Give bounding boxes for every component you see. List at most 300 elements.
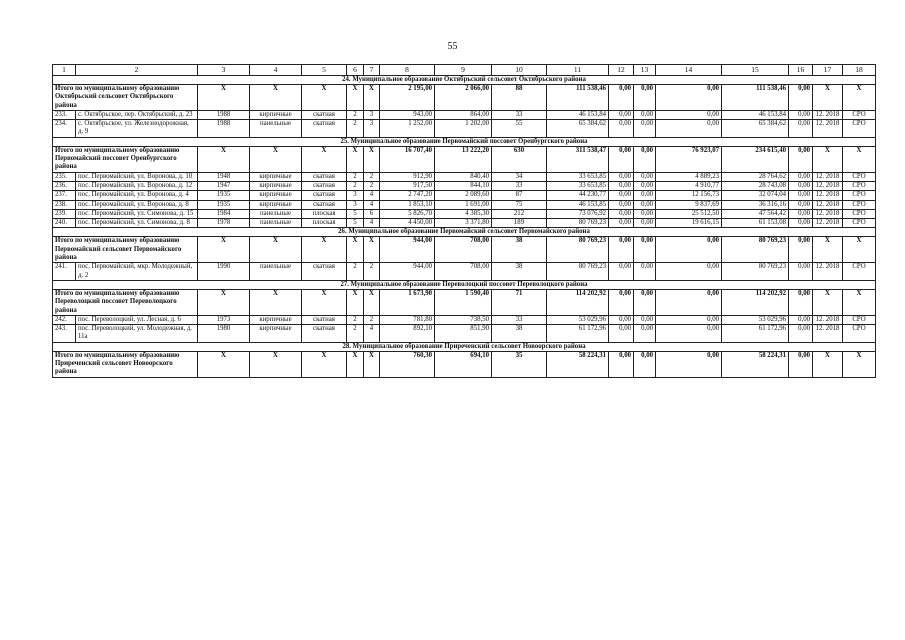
table-cell: кирпичные	[250, 191, 302, 200]
table-row	[53, 110, 876, 119]
column-number: 13	[634, 65, 656, 76]
table-cell: 3	[364, 120, 380, 138]
column-number: 7	[364, 65, 380, 76]
subtotal-cell: 0,00	[609, 289, 634, 315]
table-cell: 0,00	[634, 200, 656, 209]
table-cell: 242.	[53, 315, 76, 324]
table-cell: скатная	[302, 263, 347, 281]
subtotal-cell: 0,00	[634, 146, 656, 172]
table-cell: СРО	[843, 209, 876, 218]
subtotal-label: Итого по муниципальному образованию Первомайский сельсовет Первомайского района	[53, 237, 198, 263]
table-cell: 0,00	[634, 263, 656, 281]
table-cell: 55	[492, 120, 547, 138]
subtotal-cell: 234 615,40	[722, 146, 789, 172]
table-cell: 12. 2018	[813, 219, 843, 228]
section-header-row	[53, 228, 876, 237]
table-row	[53, 200, 876, 209]
subtotal-cell: X	[198, 289, 250, 315]
subtotal-cell: 58 224,31	[722, 351, 789, 377]
subtotal-row	[53, 289, 876, 315]
subtotal-cell: 0,00	[634, 85, 656, 111]
table-cell: 917,50	[380, 181, 435, 190]
column-number: 6	[347, 65, 364, 76]
subtotal-cell: 71	[492, 289, 547, 315]
table-cell: панельные	[250, 209, 302, 218]
table-cell: 234.	[53, 120, 76, 138]
table-cell: 4	[364, 200, 380, 209]
subtotal-row	[53, 351, 876, 377]
table-cell: 0,00	[789, 110, 813, 119]
table-cell: скатная	[302, 315, 347, 324]
table-row	[53, 172, 876, 181]
table-cell: 912,90	[380, 172, 435, 181]
column-number: 18	[843, 65, 876, 76]
subtotal-cell: X	[302, 146, 347, 172]
table-cell: пос. Первомайский, ул. Воронова, д. 8	[76, 200, 198, 209]
table-cell: скатная	[302, 172, 347, 181]
table-cell: 12. 2018	[813, 172, 843, 181]
table-cell: 0,00	[634, 181, 656, 190]
subtotal-cell: 0,00	[634, 237, 656, 263]
table-cell: 33	[492, 315, 547, 324]
table-cell: 5	[347, 219, 364, 228]
table-cell: 73 076,92	[547, 209, 609, 218]
table-cell: СРО	[843, 120, 876, 138]
table-cell: 243.	[53, 325, 76, 343]
subtotal-label: Итого по муниципальному образованию Приреченский сельсовет Новоорского района	[53, 351, 198, 377]
subtotal-cell: 0,00	[609, 351, 634, 377]
column-number: 12	[609, 65, 634, 76]
table-cell: пос. Переволоцкий, ул. Молодежная, д. 11а	[76, 325, 198, 343]
subtotal-cell: X	[813, 351, 843, 377]
subtotal-cell: X	[364, 351, 380, 377]
table-cell: 47 564,42	[722, 209, 789, 218]
table-cell: 237.	[53, 191, 76, 200]
table-cell: 9 837,69	[656, 200, 722, 209]
section-title: 26. Муниципальное образование Первомайский сельсовет Первомайского района	[53, 228, 876, 237]
table-cell: 240.	[53, 219, 76, 228]
table-cell: 1935	[198, 191, 250, 200]
table-cell: 239.	[53, 209, 76, 218]
table-row	[53, 325, 876, 343]
subtotal-cell: 38	[492, 237, 547, 263]
table-cell: пос. Первомайский, ул. Симонова, д. 15	[76, 209, 198, 218]
subtotal-cell: 76 923,07	[656, 146, 722, 172]
table-cell: 1973	[198, 315, 250, 324]
table-cell: 0,00	[656, 110, 722, 119]
subtotal-cell: X	[813, 146, 843, 172]
subtotal-cell: 708,00	[435, 237, 492, 263]
table-cell: 1980	[198, 325, 250, 343]
table-cell: 0,00	[789, 181, 813, 190]
table-cell: 53 029,96	[722, 315, 789, 324]
subtotal-cell: 114 202,92	[722, 289, 789, 315]
section-header-row	[53, 280, 876, 289]
table-cell: 238.	[53, 200, 76, 209]
table-cell: СРО	[843, 181, 876, 190]
subtotal-cell: 1 673,90	[380, 289, 435, 315]
subtotal-cell: 35	[492, 351, 547, 377]
subtotal-cell: X	[198, 351, 250, 377]
section-header-row	[53, 137, 876, 146]
table-cell: 38	[492, 263, 547, 281]
table-cell: 4	[364, 191, 380, 200]
table-cell: кирпичные	[250, 181, 302, 190]
table-cell: 0,00	[789, 191, 813, 200]
column-number: 4	[250, 65, 302, 76]
table-cell: 33 653,85	[547, 181, 609, 190]
subtotal-cell: 0,00	[634, 351, 656, 377]
subtotal-cell: 0,00	[656, 289, 722, 315]
subtotal-cell: 0,00	[656, 237, 722, 263]
table-cell: 12. 2018	[813, 110, 843, 119]
table-cell: 212	[492, 209, 547, 218]
section-title: 28. Муниципальное образование Приреченский сельсовет Новоорского района	[53, 342, 876, 351]
table-cell: 0,00	[609, 172, 634, 181]
subtotal-cell: X	[843, 85, 876, 111]
table-cell: 1988	[198, 110, 250, 119]
table-cell: 33	[492, 181, 547, 190]
section-title: 27. Муниципальное образование Переволоцкий поссовет Переволоцкого района	[53, 280, 876, 289]
subtotal-cell: 0,00	[634, 289, 656, 315]
subtotal-cell: 0,00	[656, 85, 722, 111]
table-cell: 2 089,60	[435, 191, 492, 200]
table-cell: 46 153,85	[547, 200, 609, 209]
table-cell: 5 826,70	[380, 209, 435, 218]
table-cell: 44 230,77	[547, 191, 609, 200]
column-number: 17	[813, 65, 843, 76]
table-cell: 0,00	[609, 181, 634, 190]
subtotal-cell: X	[250, 146, 302, 172]
table-cell: пос. Первомайский, ул. Воронова, д. 12	[76, 181, 198, 190]
subtotal-label: Итого по муниципальному образованию Октябрьский сельсовет Октябрьского района	[53, 85, 198, 111]
table-cell: 3	[347, 191, 364, 200]
subtotal-cell: 114 202,92	[547, 289, 609, 315]
table-cell: 53 029,96	[547, 315, 609, 324]
table-cell: 25 512,50	[656, 209, 722, 218]
table-cell: кирпичные	[250, 200, 302, 209]
subtotal-label: Итого по муниципальному образованию Переволоцкий поссовет Переволоцкого района	[53, 289, 198, 315]
table-cell: 61 172,96	[547, 325, 609, 343]
table-cell: 0,00	[609, 120, 634, 138]
table-cell: 2	[347, 325, 364, 343]
table-cell: пос. Первомайский, ул. Симонова, д. 8	[76, 219, 198, 228]
subtotal-cell: 630	[492, 146, 547, 172]
table-row	[53, 181, 876, 190]
table-cell: 2 747,20	[380, 191, 435, 200]
table-cell: 236.	[53, 181, 76, 190]
table-cell: пос. Первомайский, мкр. Молодежный, д. 2	[76, 263, 198, 281]
table-cell: 0,00	[609, 209, 634, 218]
table-cell: панельные	[250, 263, 302, 281]
table-cell: 4	[364, 219, 380, 228]
table-cell: 46 153,84	[547, 110, 609, 119]
subtotal-cell: 0,00	[609, 146, 634, 172]
subtotal-row	[53, 146, 876, 172]
table-cell: 80 769,23	[722, 263, 789, 281]
table-cell: 0,00	[789, 315, 813, 324]
subtotal-cell: X	[843, 146, 876, 172]
subtotal-cell: 0,00	[609, 85, 634, 111]
subtotal-cell: 2 066,00	[435, 85, 492, 111]
table-cell: 1988	[198, 120, 250, 138]
table-cell: 1 252,00	[380, 120, 435, 138]
column-number-row	[53, 65, 876, 76]
table-cell: 2	[347, 110, 364, 119]
table-cell: СРО	[843, 315, 876, 324]
table-cell: 12. 2018	[813, 120, 843, 138]
column-number: 8	[380, 65, 435, 76]
subtotal-cell: X	[813, 289, 843, 315]
table-cell: 65 384,62	[547, 120, 609, 138]
column-number: 14	[656, 65, 722, 76]
table-cell: 1 691,00	[435, 200, 492, 209]
column-number: 5	[302, 65, 347, 76]
subtotal-cell: 16 707,40	[380, 146, 435, 172]
table-cell: 0,00	[634, 120, 656, 138]
table-cell: 0,00	[789, 219, 813, 228]
table-cell: панельные	[250, 219, 302, 228]
table-cell: 2	[364, 263, 380, 281]
table-cell: 851,90	[435, 325, 492, 343]
subtotal-cell: X	[250, 85, 302, 111]
subtotal-cell: X	[364, 289, 380, 315]
table-cell: 87	[492, 191, 547, 200]
table-cell: 189	[492, 219, 547, 228]
table-cell: 12. 2018	[813, 191, 843, 200]
subtotal-cell: X	[813, 237, 843, 263]
table-cell: 241.	[53, 263, 76, 281]
subtotal-cell: X	[302, 289, 347, 315]
table-cell: 892,10	[380, 325, 435, 343]
subtotal-cell: 944,00	[380, 237, 435, 263]
subtotal-cell: 311 538,47	[547, 146, 609, 172]
subtotal-cell: 111 538,46	[547, 85, 609, 111]
table-cell: 0,00	[634, 325, 656, 343]
table-cell: 2	[347, 181, 364, 190]
subtotal-cell: X	[347, 351, 364, 377]
subtotal-cell: X	[347, 237, 364, 263]
table-cell: 61 153,08	[722, 219, 789, 228]
table-cell: 0,00	[609, 315, 634, 324]
table-cell: 3 371,80	[435, 219, 492, 228]
subtotal-cell: 0,00	[789, 351, 813, 377]
subtotal-cell: 2 195,00	[380, 85, 435, 111]
table-cell: 6	[364, 209, 380, 218]
table-cell: 1984	[198, 209, 250, 218]
table-cell: СРО	[843, 191, 876, 200]
table-cell: 0,00	[789, 325, 813, 343]
table-cell: 233.	[53, 110, 76, 119]
subtotal-cell: 1 590,40	[435, 289, 492, 315]
column-number: 1	[53, 65, 76, 76]
table-cell: 781,80	[380, 315, 435, 324]
column-number: 16	[789, 65, 813, 76]
subtotal-cell: X	[198, 237, 250, 263]
table-cell: СРО	[843, 200, 876, 209]
table-cell: 864,00	[435, 110, 492, 119]
table-cell: 80 769,23	[547, 263, 609, 281]
table-cell: СРО	[843, 172, 876, 181]
table-cell: 4 889,23	[656, 172, 722, 181]
table-cell: СРО	[843, 325, 876, 343]
table-cell: скатная	[302, 110, 347, 119]
table-cell: 0,00	[789, 263, 813, 281]
table-cell: 1947	[198, 181, 250, 190]
table-cell: 12. 2018	[813, 209, 843, 218]
table-cell: 12 156,73	[656, 191, 722, 200]
table-cell: 4 450,00	[380, 219, 435, 228]
table-cell: 0,00	[609, 110, 634, 119]
table-cell: 738,50	[435, 315, 492, 324]
subtotal-cell: X	[364, 237, 380, 263]
table-cell: 0,00	[789, 172, 813, 181]
table-cell: 0,00	[634, 209, 656, 218]
table-cell: 844,10	[435, 181, 492, 190]
table-cell: СРО	[843, 219, 876, 228]
subtotal-row	[53, 85, 876, 111]
table-cell: СРО	[843, 110, 876, 119]
section-header-row	[53, 76, 876, 85]
subtotal-cell: X	[347, 146, 364, 172]
table-cell: пос. Первомайский, ул. Воронова, д. 4	[76, 191, 198, 200]
table-cell: пос. Переволоцкий, ул. Лесная, д. 6	[76, 315, 198, 324]
table-cell: 2	[364, 181, 380, 190]
table-cell: 944,00	[380, 263, 435, 281]
subtotal-cell: 13 222,20	[435, 146, 492, 172]
table-cell: 12. 2018	[813, 263, 843, 281]
subtotal-cell: 0,00	[789, 85, 813, 111]
subtotal-cell: 80 769,23	[722, 237, 789, 263]
table-cell: 33 653,85	[547, 172, 609, 181]
table-cell: 12. 2018	[813, 325, 843, 343]
table-cell: 46 153,84	[722, 110, 789, 119]
subtotal-cell: 80 769,23	[547, 237, 609, 263]
table-cell: 3	[347, 200, 364, 209]
table-cell: скатная	[302, 200, 347, 209]
table-cell: 0,00	[656, 120, 722, 138]
table-cell: 61 172,96	[722, 325, 789, 343]
table-cell: 0,00	[789, 209, 813, 218]
table-row	[53, 315, 876, 324]
table-cell: кирпичные	[250, 110, 302, 119]
table-cell: панельные	[250, 120, 302, 138]
table-cell: 1 853,10	[380, 200, 435, 209]
table-cell: 0,00	[656, 315, 722, 324]
column-number: 9	[435, 65, 492, 76]
table-cell: 840,40	[435, 172, 492, 181]
table-row	[53, 191, 876, 200]
subtotal-cell: X	[843, 289, 876, 315]
section-title: 25. Муниципальное образование Первомайский поссовет Оренбургского района	[53, 137, 876, 146]
table-row	[53, 209, 876, 218]
subtotal-cell: X	[364, 146, 380, 172]
column-number: 15	[722, 65, 789, 76]
subtotal-cell: X	[302, 237, 347, 263]
subtotal-cell: X	[364, 85, 380, 111]
table-cell: кирпичные	[250, 325, 302, 343]
section-header-row	[53, 342, 876, 351]
subtotal-cell: X	[250, 351, 302, 377]
table-cell: 65 384,62	[722, 120, 789, 138]
table-cell: с. Октябрьское, ул. Железнодорожная, д. 9	[76, 120, 198, 138]
table-cell: 0,00	[634, 315, 656, 324]
subtotal-cell: 0,00	[789, 237, 813, 263]
subtotal-cell: 0,00	[789, 289, 813, 315]
table-cell: 4	[364, 325, 380, 343]
table-cell: 28 764,62	[722, 172, 789, 181]
column-number: 10	[492, 65, 547, 76]
table-cell: 0,00	[789, 120, 813, 138]
subtotal-cell: 58 224,31	[547, 351, 609, 377]
table-cell: СРО	[843, 263, 876, 281]
table-cell: с. Октябрьское, пер. Октябрьский, д. 23	[76, 110, 198, 119]
table-cell: 1948	[198, 172, 250, 181]
table-cell: 2	[347, 263, 364, 281]
subtotal-cell: X	[198, 146, 250, 172]
table-cell: 28 743,08	[722, 181, 789, 190]
subtotal-cell: X	[302, 85, 347, 111]
subtotal-cell: X	[347, 289, 364, 315]
table-cell: 12. 2018	[813, 315, 843, 324]
column-number: 3	[198, 65, 250, 76]
table-cell: 0,00	[656, 325, 722, 343]
table-cell: 32 074,04	[722, 191, 789, 200]
table-row	[53, 263, 876, 281]
subtotal-label: Итого по муниципальному образованию Первомайский поссовет Оренбургского района	[53, 146, 198, 172]
table-cell: 0,00	[609, 191, 634, 200]
table-cell: 80 769,23	[547, 219, 609, 228]
column-number: 11	[547, 65, 609, 76]
table-cell: 3	[364, 110, 380, 119]
table-cell: 1978	[198, 219, 250, 228]
subtotal-cell: X	[843, 237, 876, 263]
table-cell: 0,00	[609, 325, 634, 343]
table-cell: 0,00	[789, 200, 813, 209]
column-number: 2	[76, 65, 198, 76]
table-cell: скатная	[302, 191, 347, 200]
subtotal-cell: 694,10	[435, 351, 492, 377]
table-cell: скатная	[302, 120, 347, 138]
table-cell: 0,00	[609, 200, 634, 209]
table-cell: 38	[492, 325, 547, 343]
table-cell: 235.	[53, 172, 76, 181]
table-cell: плоская	[302, 219, 347, 228]
table-cell: пос. Первомайский, ул. Воронова, д. 10	[76, 172, 198, 181]
table-cell: 2	[347, 315, 364, 324]
subtotal-cell: 0,00	[789, 146, 813, 172]
subtotal-cell: 0,00	[656, 351, 722, 377]
table-cell: 75	[492, 200, 547, 209]
subtotal-cell: X	[250, 289, 302, 315]
table-cell: 1990	[198, 263, 250, 281]
table-cell: 0,00	[634, 191, 656, 200]
table-cell: 2	[364, 172, 380, 181]
table-cell: кирпичные	[250, 172, 302, 181]
subtotal-cell: X	[813, 85, 843, 111]
table-row	[53, 120, 876, 138]
subtotal-cell: X	[843, 351, 876, 377]
table-cell: кирпичные	[250, 315, 302, 324]
table-cell: 12. 2018	[813, 200, 843, 209]
section-title: 24. Муниципальное образование Октябрьский сельсовет Октябрьского района	[53, 76, 876, 85]
table-cell: 0,00	[634, 219, 656, 228]
table-cell: 5	[347, 209, 364, 218]
table-cell: 0,00	[656, 263, 722, 281]
table-cell: 19 616,15	[656, 219, 722, 228]
subtotal-cell: X	[198, 85, 250, 111]
subtotal-cell: 88	[492, 85, 547, 111]
